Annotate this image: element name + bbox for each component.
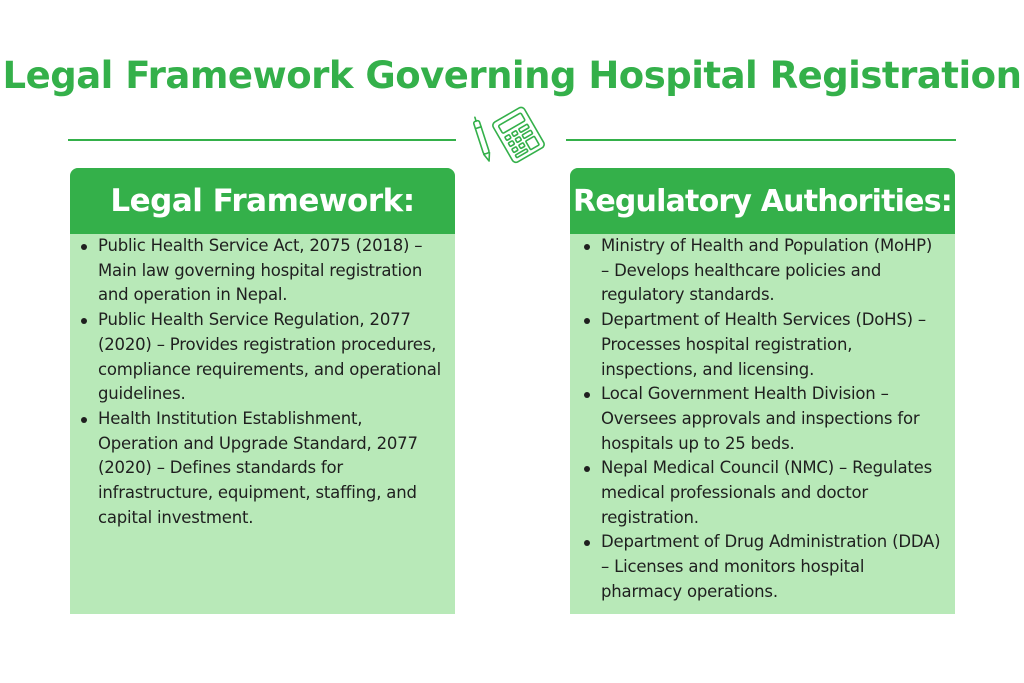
list-item: Public Health Service Act, 2075 (2018) – Main law governing hospital registration and operation in Nepal. [98, 234, 445, 308]
list-item: Public Health Service Regulation, 2077 (2020) – Provides registration procedures, compliance requirements, and operational guidelines. [98, 308, 445, 407]
page-title: Legal Framework Governing Hospital Registration [2, 54, 1022, 97]
legal-framework-panel [70, 168, 455, 614]
list-item: Nepal Medical Council (NMC) – Regulates medical professionals and doctor registration. [601, 456, 945, 530]
legal-framework-heading: Legal Framework: [70, 168, 455, 234]
regulatory-authorities-list [570, 234, 955, 605]
list-item: Local Government Health Division – Oversees approvals and inspections for hospitals up to 25 beds. [601, 382, 945, 456]
title-divider-left [68, 139, 456, 141]
regulatory-authorities-panel [570, 168, 955, 614]
title-divider-right [566, 139, 956, 141]
list-item: Department of Drug Administration (DDA) – Licenses and monitors hospital pharmacy operations. [601, 530, 945, 604]
calculator-and-pen-icon [470, 100, 550, 172]
list-item: Department of Health Services (DoHS) – Processes hospital registration, inspections, and licensing. [601, 308, 945, 382]
legal-framework-list [70, 234, 455, 530]
regulatory-authorities-heading: Regulatory Authorities: [570, 168, 955, 234]
list-item: Ministry of Health and Population (MoHP) – Develops healthcare policies and regulatory standards. [601, 234, 945, 308]
list-item: Health Institution Establishment, Operation and Upgrade Standard, 2077 (2020) – Defines standards for infrastructure, equipment, staffing, and capital investment. [98, 407, 445, 531]
